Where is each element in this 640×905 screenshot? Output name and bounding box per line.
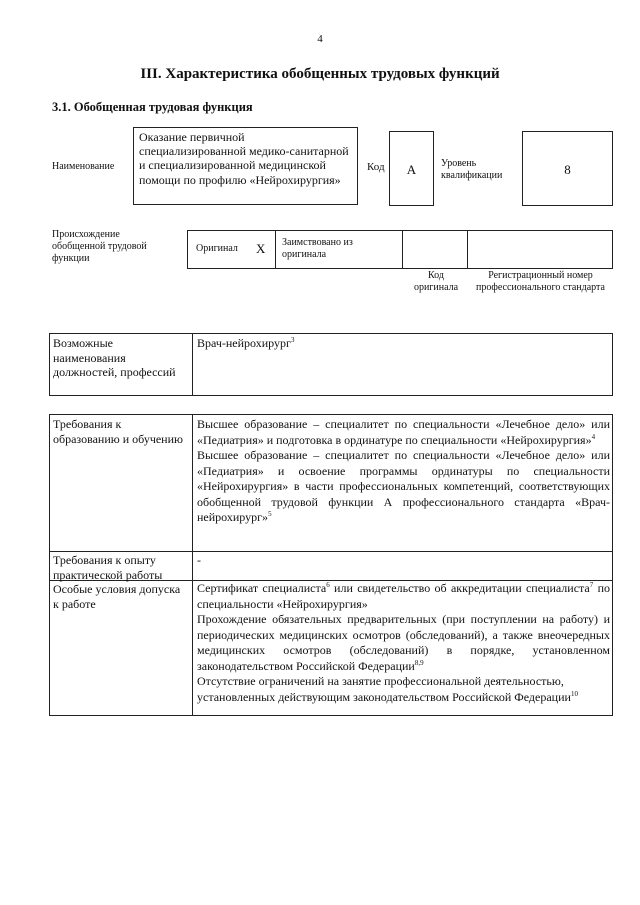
requirements-table bbox=[49, 414, 613, 716]
level-value: 8 bbox=[564, 162, 571, 177]
section-title: III. Характеристика обобщенных трудовых функций bbox=[140, 66, 500, 82]
name-value: Оказание первичной специализированной медико-санитарной и специализированной медицинской помощи по профилю «Нейрохирургия» bbox=[139, 130, 349, 187]
borrowed-label: Заимствовано из оригинала bbox=[282, 237, 353, 260]
positions-table bbox=[49, 333, 613, 396]
origin-label: Происхождение обобщенной трудовой функции bbox=[52, 229, 147, 264]
code-label: Код bbox=[367, 161, 385, 173]
positions-value: Врач-нейрохирург$^3$ bbox=[197, 336, 295, 350]
positions-label: Возможные наименования должностей, профессий bbox=[53, 336, 176, 379]
original-label: Оригинал bbox=[196, 243, 238, 254]
experience-label: Требования к опыту практической работы bbox=[53, 553, 163, 582]
education-value: Высшее образование – специалитет по специальности «Лечебное дело» или «Педиатрия» и подготовка в ординатуре по специальности «Нейрохирургия»$^4$ Высшее образование – специалитет по специальности «Лечебное дело» или «Педиатрия» и освоение программы ординатуры по специальности «Нейрохирургия» в части профессиональных компетенций, соответствующих обобщенной трудовой функции А профессионального стандарта «Врач-нейрохирург»$^5$ bbox=[197, 417, 610, 524]
code-original-caption: Код оригинала bbox=[413, 270, 459, 293]
conditions-value: Сертификат специалиста$^6$ или свидетельство об аккредитации специалиста$^7$ по специальности «Нейрохирургия» Прохождение обязательных предварительных (при поступлении на работу) и периодических медицинских осмотров (обследований), а также внеочередных медицинских осмотров (обследований) в порядке, установленном законодательством Российской Федерации$^{8,9}$ Отсутствие ограничений на занятие профессиональной деятельностью, установленных действующим законодательством Российской Федерации$^{10}$ bbox=[197, 581, 611, 704]
education-label: Требования к образованию и обучению bbox=[53, 417, 183, 446]
origin-table bbox=[187, 230, 613, 269]
subsection-title: 3.1. Обобщенная трудовая функция bbox=[52, 100, 253, 114]
registration-caption: Регистрационный номер профессионального стандарта bbox=[476, 270, 605, 293]
code-value: A bbox=[406, 162, 417, 177]
page-number: 4 bbox=[317, 33, 323, 45]
conditions-label: Особые условия допуска к работе bbox=[53, 582, 181, 611]
original-mark: X bbox=[256, 241, 266, 256]
name-label: Наименование bbox=[52, 161, 115, 172]
code-value-box bbox=[389, 131, 434, 206]
name-value-box bbox=[133, 127, 358, 205]
level-value-box bbox=[522, 131, 613, 206]
level-label: Уровень квалификации bbox=[441, 158, 503, 181]
experience-value: - bbox=[197, 553, 201, 567]
